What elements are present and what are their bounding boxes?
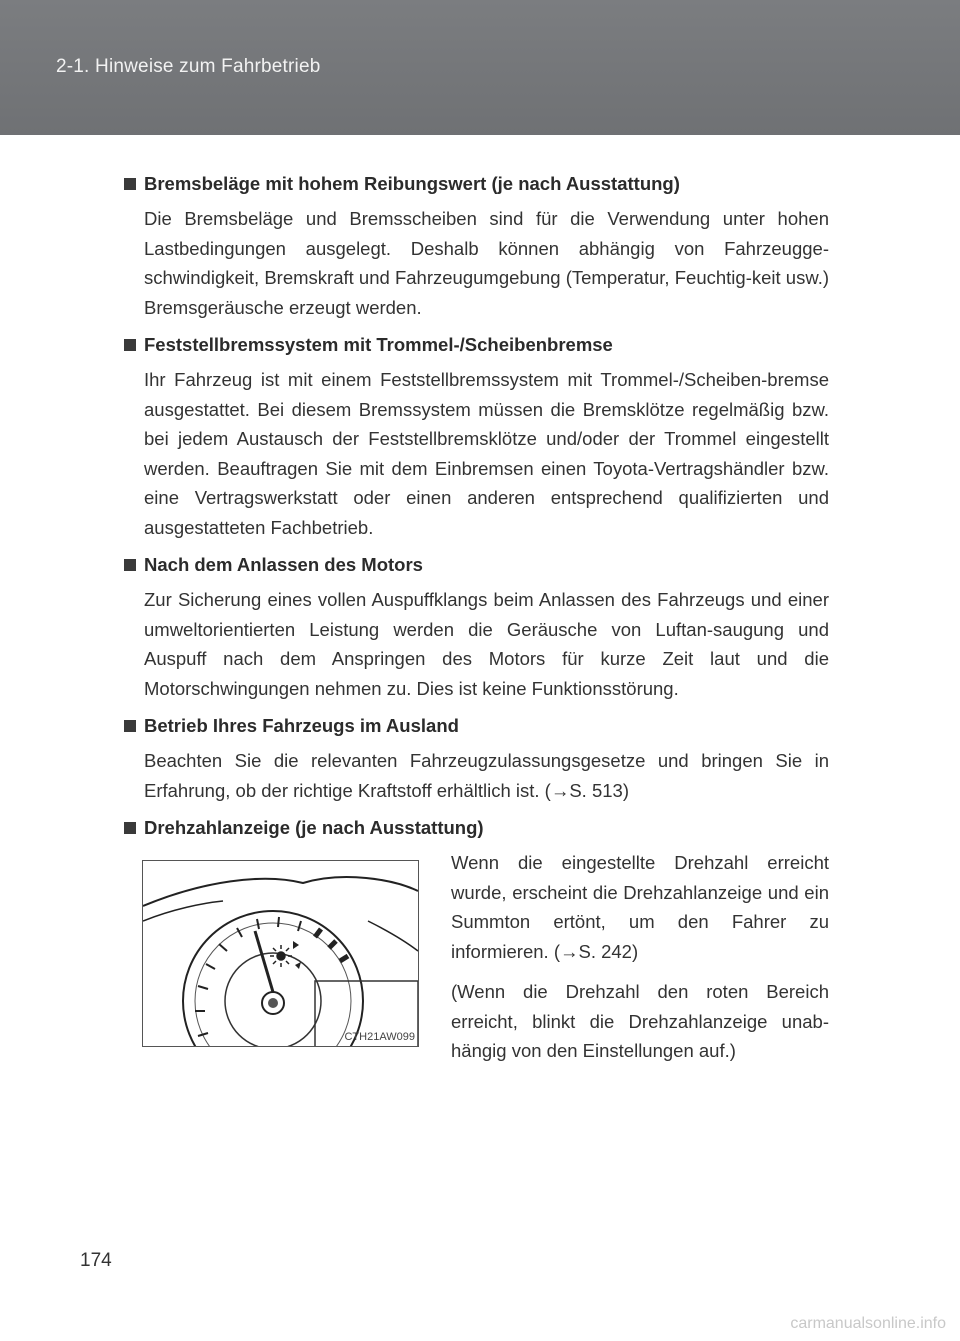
chapter-title: 2-1. Hinweise zum Fahrbetrieb (56, 56, 321, 77)
section-text-engine-start: Zur Sicherung eines vollen Auspuffklangs beim Anlassen des Fahrzeugs und einer umweltorientierten Leistung werden die Geräusche von Luftan-saugung und Auspuff nach dem Anspringen des Motors für kurze Zeit laut und die Motorschwingungen nehmen zu. Dies ist keine Funktionsstörung. (144, 589, 829, 699)
section-heading-brake-pads: Bremsbeläge mit hohem Reibungswert (je nach Ausstattung) (124, 172, 829, 196)
square-bullet-icon (124, 822, 136, 834)
figure-text-2: (Wenn die Drehzahl den roten Bereich erreicht, blinkt die Drehzahlanzeige unab-hängig von den Einstellungen auf.) (451, 981, 829, 1061)
section-heading-engine-start: Nach dem Anlassen des Motors (124, 553, 829, 577)
section-text-parking-brake: Ihr Fahrzeug ist mit einem Feststellbremssystem mit Trommel-/Scheiben-bremse ausgestattet. Bei diesem Bremssystem müssen die Bremsklötze regelmäßig bzw. bei jedem Austausch der Feststellbremsklötze und/oder der Trommel eingestellt werden. Beauftragen Sie mit dem Einbremsen einen Toyota-Vertragshändler bzw. eine Vertragswerkstatt oder einen anderen entsprechend qualifizierten und ausgestatteten Fachbetrieb. (144, 369, 829, 538)
figure-code: CTH21AW099 (344, 1031, 415, 1043)
section-text-abroad: Beachten Sie die relevanten Fahrzeugzulassungsgesetze und bringen Sie in Erfahrung, ob der richtige Kraftstoff erhältlich ist. (→S. 513) (144, 750, 829, 801)
square-bullet-icon (124, 178, 136, 190)
figure-text-1: Wenn die eingestellte Drehzahl erreicht wurde, erscheint die Drehzahlanzeige und ein Summton ertönt, um den Fahrer zu informieren. (→S. 242) (451, 852, 829, 962)
section-heading-rpm-indicator: Drehzahlanzeige (je nach Ausstattung) (124, 816, 829, 840)
square-bullet-icon (124, 559, 136, 571)
section-text-brake-pads: Die Bremsbeläge und Bremsscheiben sind für die Verwendung unter hohen Lastbedingungen ausgelegt. Deshalb können abhängig von Fahrzeugge-schwindigkeit, Bremskraft und Fahrzeugumgebung (Temperatur, Feuchtig-keit usw.) Bremsgeräusche erzeugt werden. (144, 208, 829, 318)
page-number: 174 (80, 1250, 112, 1271)
rpm-figure-block (124, 848, 829, 1061)
tachometer-drawing (143, 861, 418, 1046)
section-heading-abroad: Betrieb Ihres Fahrzeugs im Ausland (124, 714, 829, 738)
tachometer-illustration (142, 860, 419, 1047)
chapter-header (0, 0, 960, 135)
watermark: carmanualsonline.info (790, 1315, 946, 1332)
figure-description (451, 848, 829, 1077)
square-bullet-icon (124, 720, 136, 732)
square-bullet-icon (124, 339, 136, 351)
page-content (124, 172, 829, 1061)
section-heading-parking-brake: Feststellbremssystem mit Trommel-/Scheibenbremse (124, 333, 829, 357)
